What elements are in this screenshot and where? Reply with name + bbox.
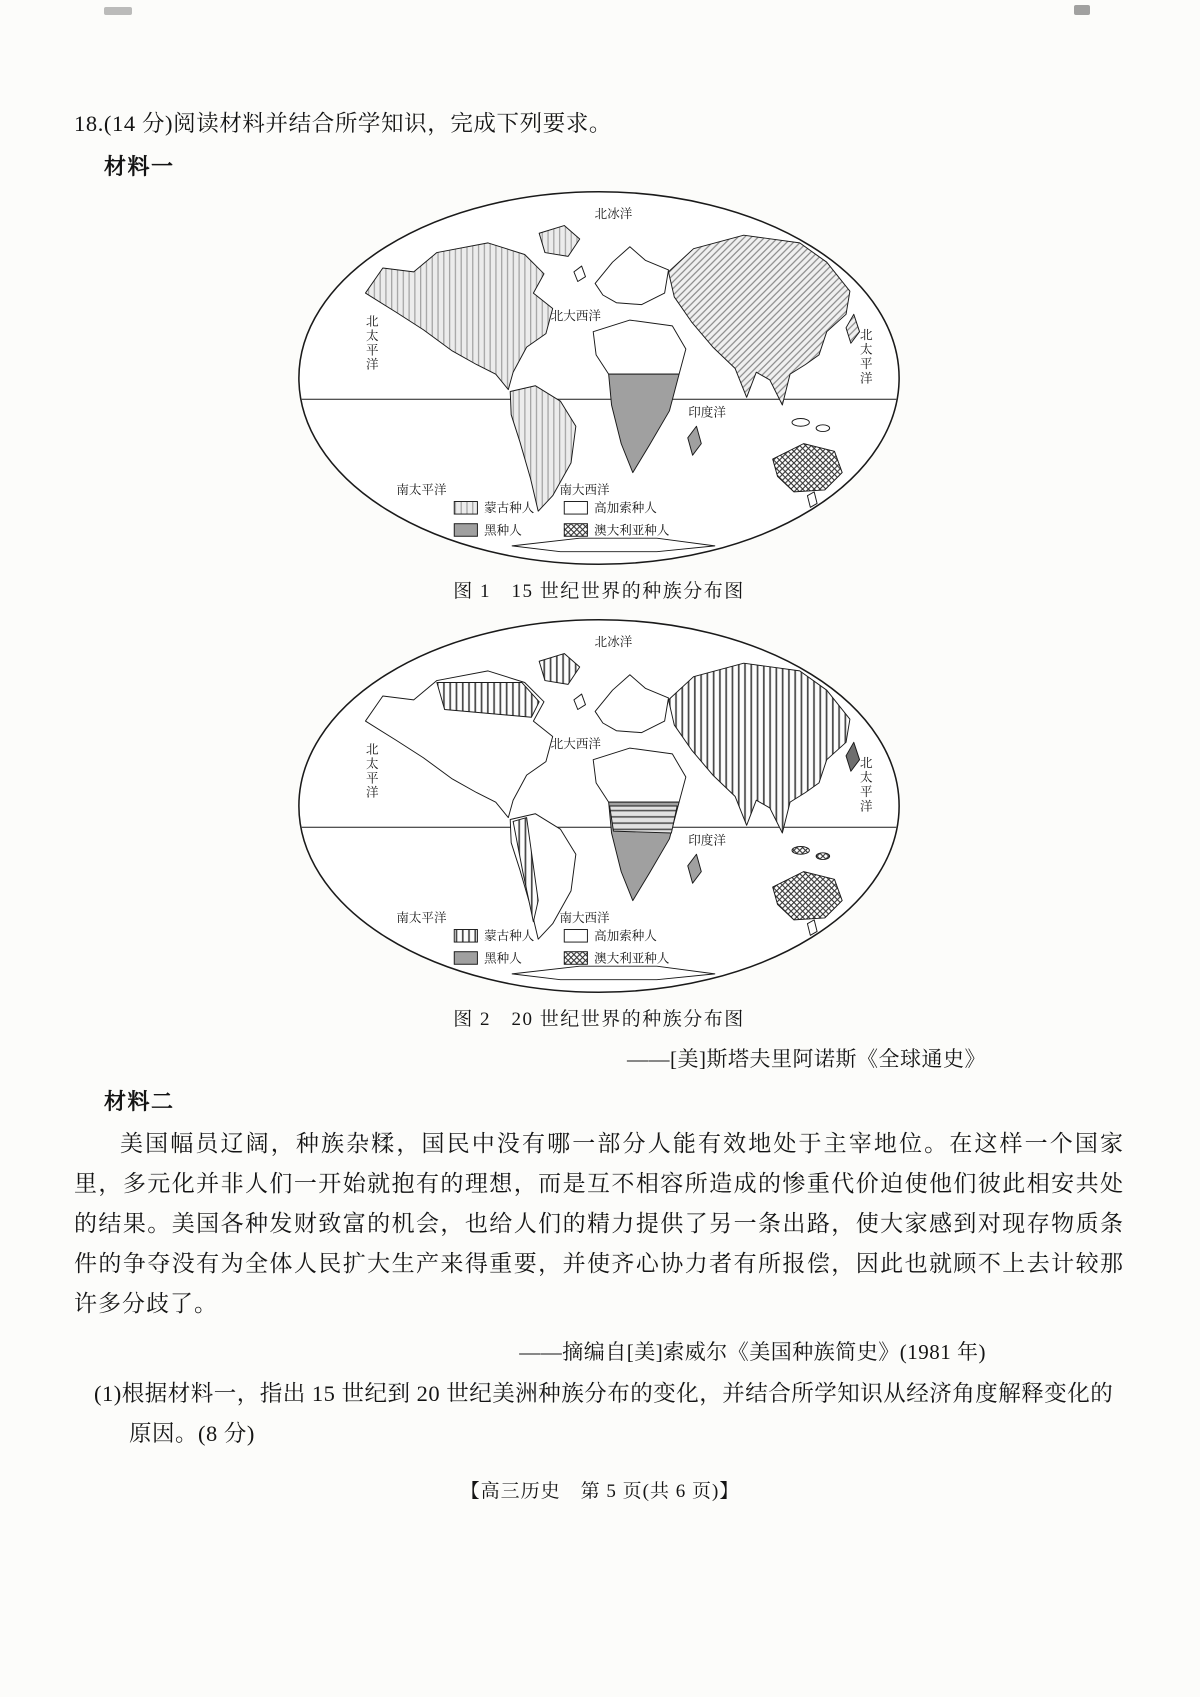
legend-label-australoid: 澳大利亚种人	[594, 523, 670, 538]
ocean-label-north-pacific-west: 北太平洋	[364, 742, 379, 801]
figure-2	[269, 613, 929, 1031]
material-1-label: 材料一	[104, 154, 175, 179]
ocean-label-indian: 印度洋	[688, 833, 726, 848]
material-2-source: ——摘编自[美]索威尔《美国种族简史》(1981 年)	[519, 1340, 986, 1364]
scan-artifact	[1074, 5, 1090, 15]
material-2-label: 材料二	[104, 1089, 175, 1114]
legend-swatch-caucasoid	[564, 502, 587, 515]
legend-swatch-caucasoid	[564, 930, 587, 943]
material-2-paragraph: 美国幅员辽阔，种族杂糅，国民中没有哪一部分人能有效地处于主宰地位。在这样一个国家里，多元化并非人们一开始就抱有的理想，而是互不相容所造成的惨重代价迫使他们彼此相安共处的结果。美国各种发财致富的机会，也给人们的精力提供了另一条出路，使大家感到对现存物质条件的争夺没有为全体人民扩大生产来得重要，并使齐心协力者有所报偿，因此也就顾不上去计较那许多分歧了。	[74, 1131, 1124, 1316]
scan-artifact	[104, 7, 132, 15]
page-footer: 【高三历史 第 5 页(共 6 页)】	[460, 1481, 740, 1502]
ocean-label-north-pacific-east: 北太平洋	[858, 327, 873, 386]
island-indonesia	[792, 419, 809, 427]
island-indonesia	[816, 425, 830, 432]
legend-swatch-mongoloid	[454, 930, 477, 943]
figure-2-caption: 图 2 20 世纪世界的种族分布图	[453, 1009, 745, 1030]
region-north-africa	[593, 748, 686, 802]
region-central-africa	[610, 806, 678, 833]
figure-1	[269, 185, 929, 603]
legend-label-negroid: 黑种人	[484, 523, 522, 538]
ocean-label-north-pacific-west: 北太平洋	[364, 314, 379, 373]
ocean-label-north-pacific-east: 北太平洋	[858, 755, 873, 814]
legend-swatch-negroid	[454, 952, 477, 965]
legend-label-caucasoid: 高加索种人	[594, 501, 657, 516]
world-map-20th-century	[290, 613, 908, 999]
legend-swatch-australoid	[564, 952, 587, 965]
ocean-label-south-atlantic: 南大西洋	[559, 910, 610, 925]
legend-swatch-australoid	[564, 524, 587, 537]
question-18-header: 18.(14 分)阅读材料并结合所学知识，完成下列要求。	[74, 111, 613, 136]
island-indonesia	[816, 853, 830, 860]
ocean-label-north-atlantic: 北大西洋	[550, 737, 601, 752]
legend-label-negroid: 黑种人	[484, 951, 522, 966]
legend-label-australoid: 澳大利亚种人	[594, 951, 670, 966]
figure-1-caption: 图 1 15 世纪世界的种族分布图	[453, 581, 745, 602]
legend-swatch-mongoloid	[454, 502, 477, 515]
ocean-label-north-atlantic: 北大西洋	[550, 309, 601, 324]
region-north-africa	[593, 320, 686, 374]
ocean-label-arctic: 北冰洋	[594, 634, 633, 649]
legend-label-mongoloid: 蒙古种人	[484, 929, 535, 944]
legend-label-caucasoid: 高加索种人	[594, 929, 657, 944]
material-1-source: ——[美]斯塔夫里阿诺斯《全球通史》	[627, 1047, 986, 1071]
ocean-label-indian: 印度洋	[688, 405, 726, 420]
world-map-15th-century	[290, 185, 908, 571]
question-1: (1)根据材料一，指出 15 世纪到 20 世纪美洲种族分布的变化，并结合所学知识从经济角度解释变化的原因。(8 分)	[94, 1381, 1114, 1446]
ocean-label-south-pacific: 南太平洋	[396, 910, 447, 925]
ocean-label-arctic: 北冰洋	[594, 206, 633, 221]
island-indonesia	[792, 847, 809, 855]
ocean-label-south-pacific: 南太平洋	[396, 482, 447, 497]
ocean-label-south-atlantic: 南大西洋	[559, 482, 610, 497]
legend-label-mongoloid: 蒙古种人	[484, 501, 535, 516]
legend-swatch-negroid	[454, 524, 477, 537]
